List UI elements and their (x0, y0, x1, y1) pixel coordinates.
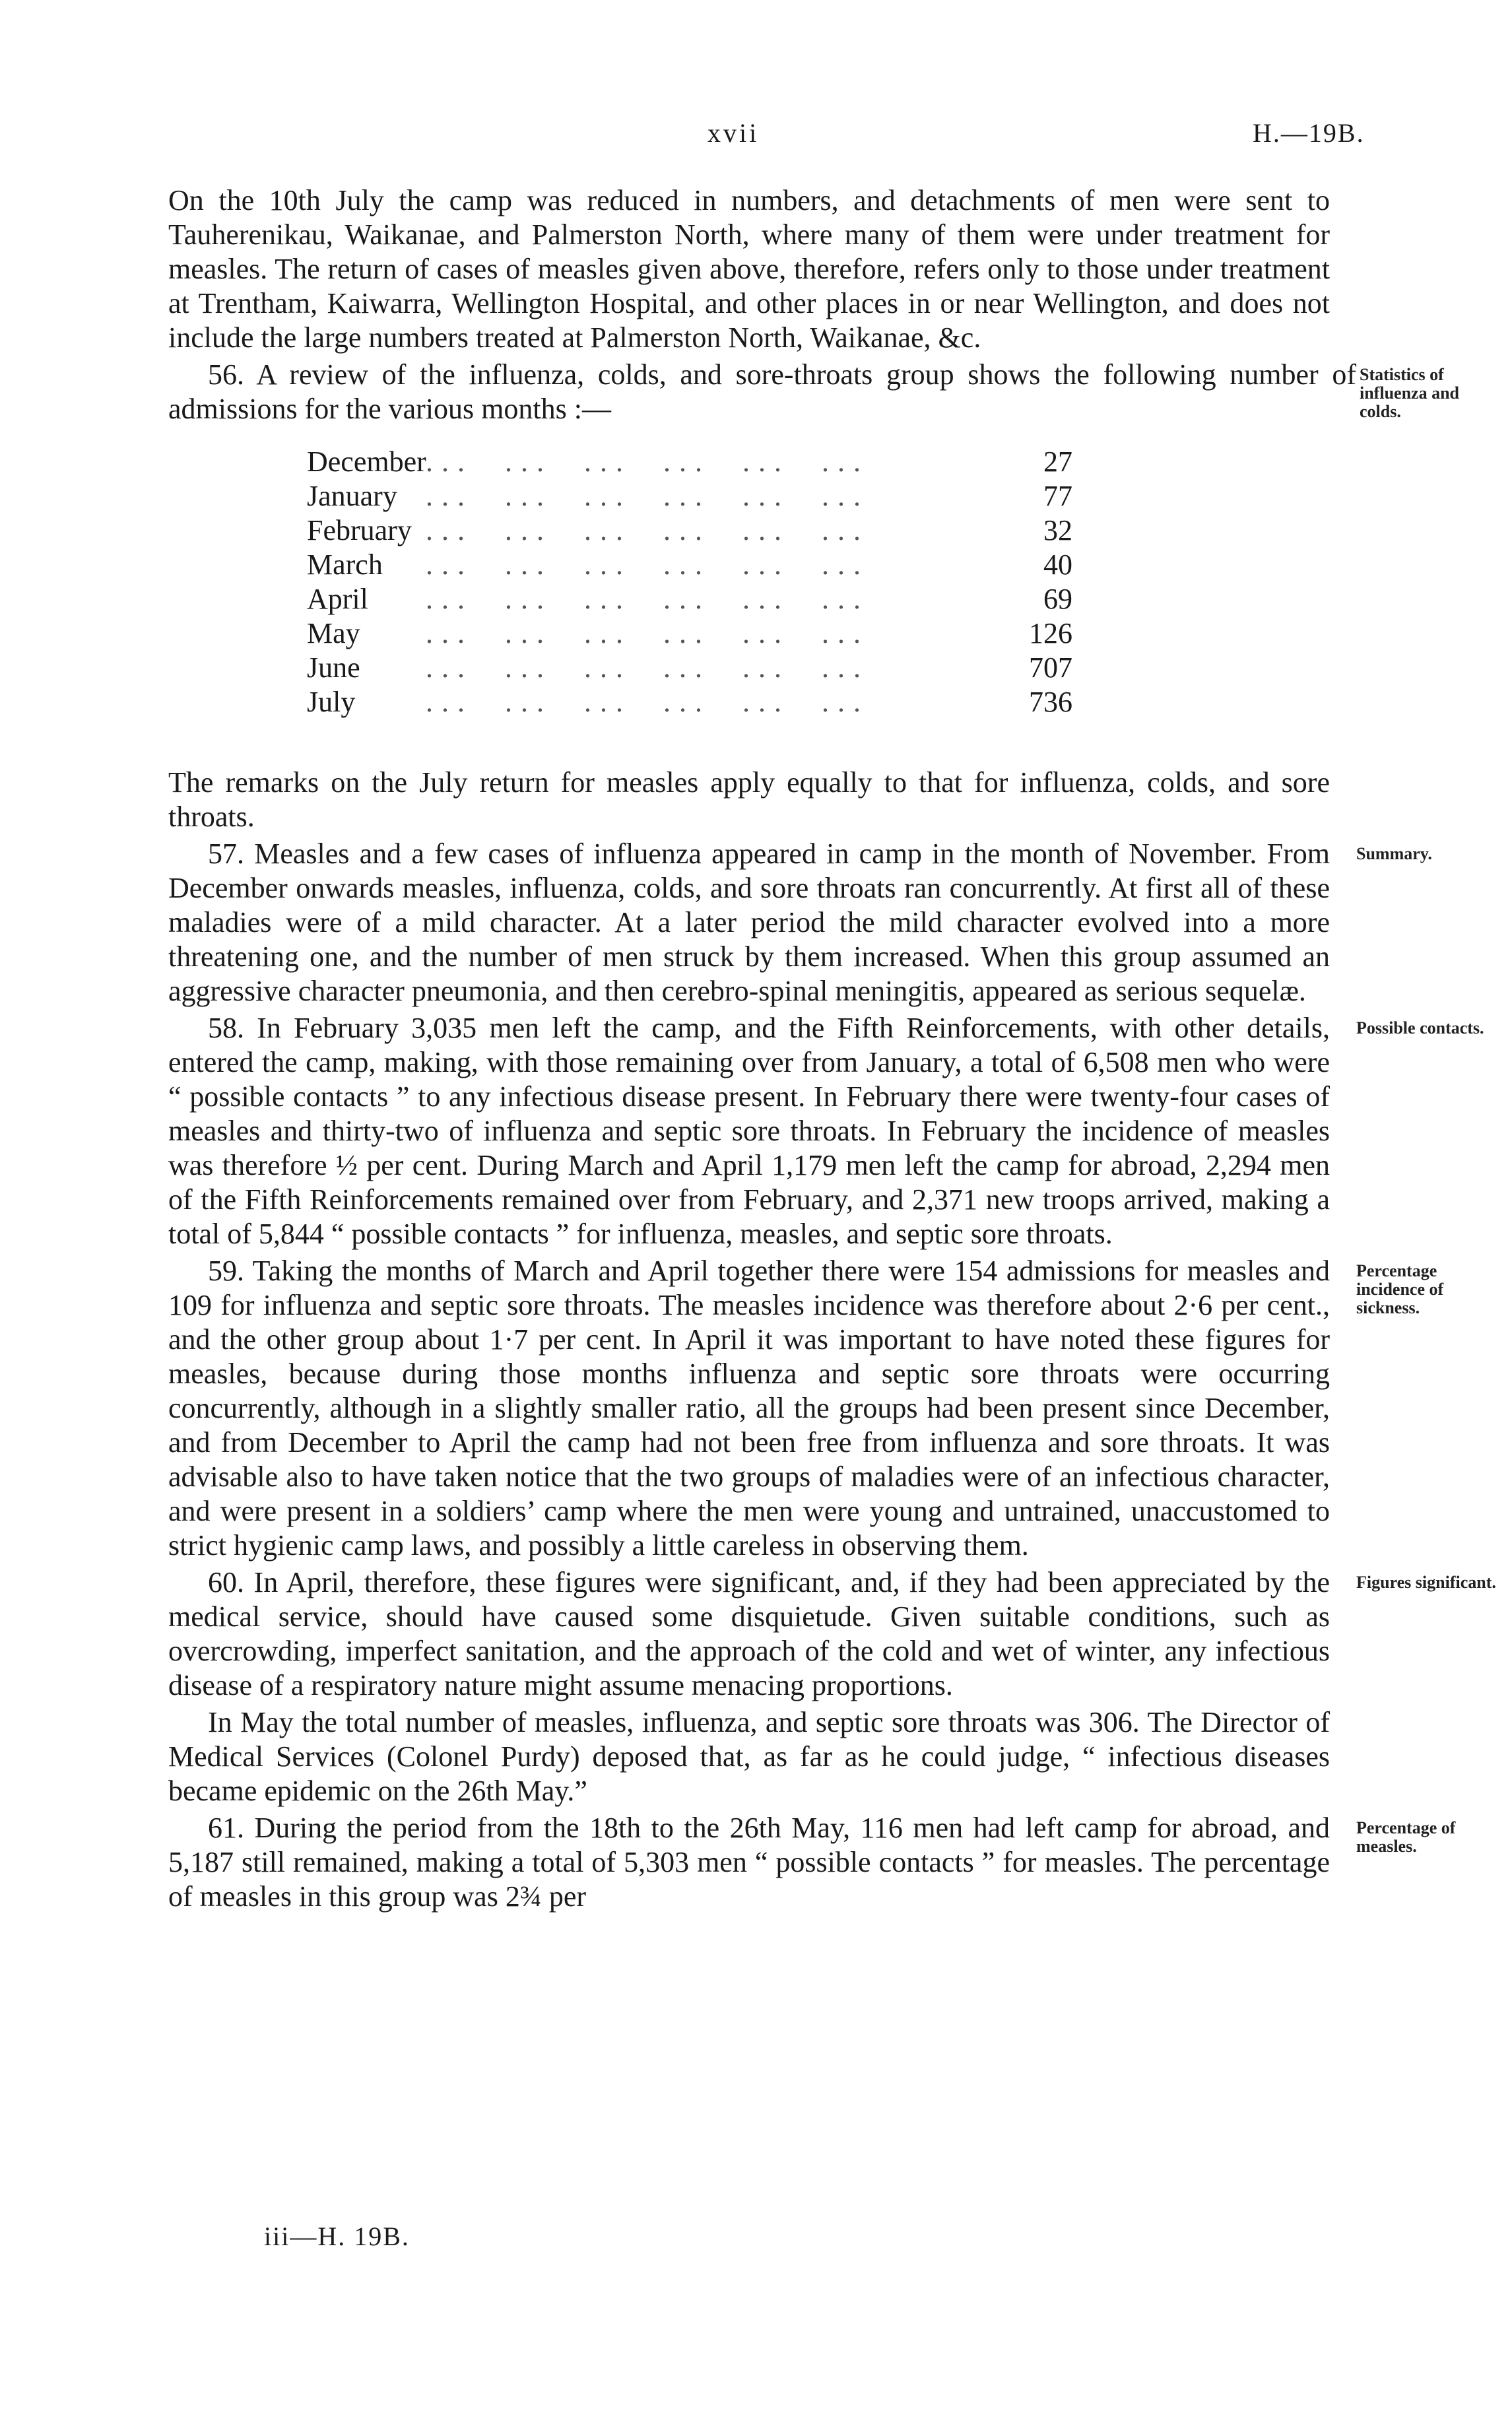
leader-dots: . . . . . . . . . . . . . . . . . . (426, 548, 861, 581)
paragraph-58: 58. In February 3,035 men left the camp, and the Fifth Reinforcements, with other details, entered the camp, making, with those remaining over from January, a total of 6,508 men who were “ possible contacts ” to any infectious disease present. In February there were twenty-four cases of measles and thirty-two of influenza and septic sore throats. In February the incidence of measles was therefore ½ per cent. During March and April 1,179 men left the camp for abroad, 2,294 men of the Fifth Reinforcements remained over from February, and 2,371 new troops arrived, making a total of 5,844 “ possible contacts ” for influenza, measles, and septic sore throats. (168, 1012, 1330, 1250)
margin-note-possible-contacts: Possible contacts. (1356, 1018, 1484, 1037)
paragraph-60: 60. In April, therefore, these figures were significant, and, if they had been appreciated by the medical service, should have caused some disquietude. Given suitable conditions, such as overcrowding, imperfect sanitation, and the approach of the cold and wet of winter, any infectious disease of a respiratory nature might assume menacing proportions. (168, 1566, 1330, 1701)
leader-dots: . . . . . . . . . . . . . . . . . . (426, 480, 861, 512)
paragraph-57: 57. Measles and a few cases of influenza appeared in camp in the month of November. From December onwards measles, influenza, colds, and sore throats ran concurrently. At first all of these maladies were of a mild character. At a later period the mild character evolved into a more threatening one, and the number of men struck by them increased. When this group assumed an aggressive character pneumonia, and then cerebro-spinal meningitis, appeared as serious sequelæ. (168, 838, 1330, 1007)
month-value: 32 (1043, 514, 1072, 546)
table-row (307, 479, 1072, 513)
table-row (307, 445, 1072, 479)
month-value: 77 (1043, 480, 1072, 512)
leader-dots: . . . . . . . . . . . . . . . . . . (426, 514, 861, 546)
paragraph-intro: On the 10th July the camp was reduced in numbers, and detachments of men were sent to Tauherenikau, Waikanae, and Palmerston North, where many of them were under treatment for measles. The return of cases of measles given above, therefore, refers only to those under treatment at Trentham, Kaiwarra, Wellington Hospital, and other places in or near Wellington, and does not include the large numbers treated at Palmerston North, Waikanae, &c. (168, 184, 1330, 354)
paragraph-remarks: The remarks on the July return for measles apply equally to that for influenza, colds, and sore throats. (168, 766, 1330, 833)
leader-dots: . . . . . . . . . . . . . . . . . . (426, 583, 861, 615)
paragraph-59: 59. Taking the months of March and April together there were 154 admissions for measles and 109 for influenza and septic sore throats. The measles incidence was therefore about 2·6 per cent., and the other group about 1·7 per cent. In April it was important to have noted these figures for measles, because during those months influenza and septic sore throats were occurring concurrently, although in a slightly smaller ratio, all the groups had been present since December, and from December to April the camp had not been free from influenza and sore throats. It was advisable also to have taken notice that the two groups of maladies were of an infectious character, and were present in a soldiers’ camp where the men were young and untrained, unaccustomed to strict hygienic camp laws, and possibly a little careless in observing them. (168, 1255, 1330, 1561)
month-label: July (307, 686, 356, 718)
section-57 (168, 837, 1432, 1008)
table-row (307, 685, 1072, 719)
month-value: 69 (1043, 583, 1072, 615)
page-footer-signature: iii—H. 19B. (264, 2221, 410, 2251)
month-label: June (307, 651, 360, 684)
document-reference: H.—19B. (1253, 118, 1365, 148)
month-value: 707 (1029, 651, 1072, 684)
month-label: April (307, 583, 368, 615)
month-label: March (307, 548, 383, 581)
month-label: January (307, 480, 397, 512)
leader-dots: . . . . . . . . . . . . . . . . . . (426, 617, 861, 649)
margin-note-figures-significant: Figures significant. (1356, 1573, 1496, 1592)
paragraph-may: In May the total number of measles, influenza, and septic sore throats was 306. The Director of Medical Services (Colonel Purdy) deposed that, as far as he could judge, “ infectious diseases became epidemic on the 26th May.” (168, 1706, 1330, 1807)
section-61 (168, 1811, 1456, 1914)
section-60 (168, 1565, 1496, 1703)
admissions-table (307, 445, 1072, 719)
leader-dots: . . . . . . . . . . . . . . . . . . (426, 445, 861, 478)
margin-note-percentage-incidence: Percentage incidence of sickness. (1356, 1261, 1444, 1317)
leader-dots: . . . . . . . . . . . . . . . . . . (426, 651, 861, 684)
leader-dots: . . . . . . . . . . . . . . . . . . (426, 686, 861, 718)
paragraph-61: 61. During the period from the 18th to the 26th May, 116 men had left camp for abroad, and 5,187 still remained, making a total of 5,303 men “ possible contacts ” for measles. The percentage of measles in this group was 2¾ per (168, 1812, 1330, 1913)
margin-note-percentage-measles: Percentage of measles. (1356, 1818, 1456, 1856)
document-body (168, 183, 1496, 1917)
month-label: May (307, 617, 360, 649)
section-58 (168, 1011, 1484, 1251)
table-row (307, 548, 1072, 582)
page-header (0, 117, 1512, 157)
month-value: 27 (1043, 445, 1072, 478)
paragraph-56: 56. A review of the influenza, colds, and sore-throats group shows the following number of admissions for the various months :— (168, 358, 1356, 425)
month-value: 736 (1029, 686, 1072, 718)
page-number: xvii (707, 118, 760, 148)
month-value: 40 (1043, 548, 1072, 581)
table-row (307, 616, 1072, 651)
table-row (307, 582, 1072, 616)
month-label: February (307, 514, 412, 546)
table-row (307, 651, 1072, 685)
margin-note-statistics: Statistics of influenza and colds. (1360, 365, 1459, 421)
month-label: December (307, 445, 426, 478)
section-59 (168, 1254, 1444, 1563)
table-row (307, 513, 1072, 548)
margin-note-summary: Summary. (1356, 844, 1432, 863)
section-56 (168, 358, 1459, 426)
month-value: 126 (1029, 617, 1072, 649)
